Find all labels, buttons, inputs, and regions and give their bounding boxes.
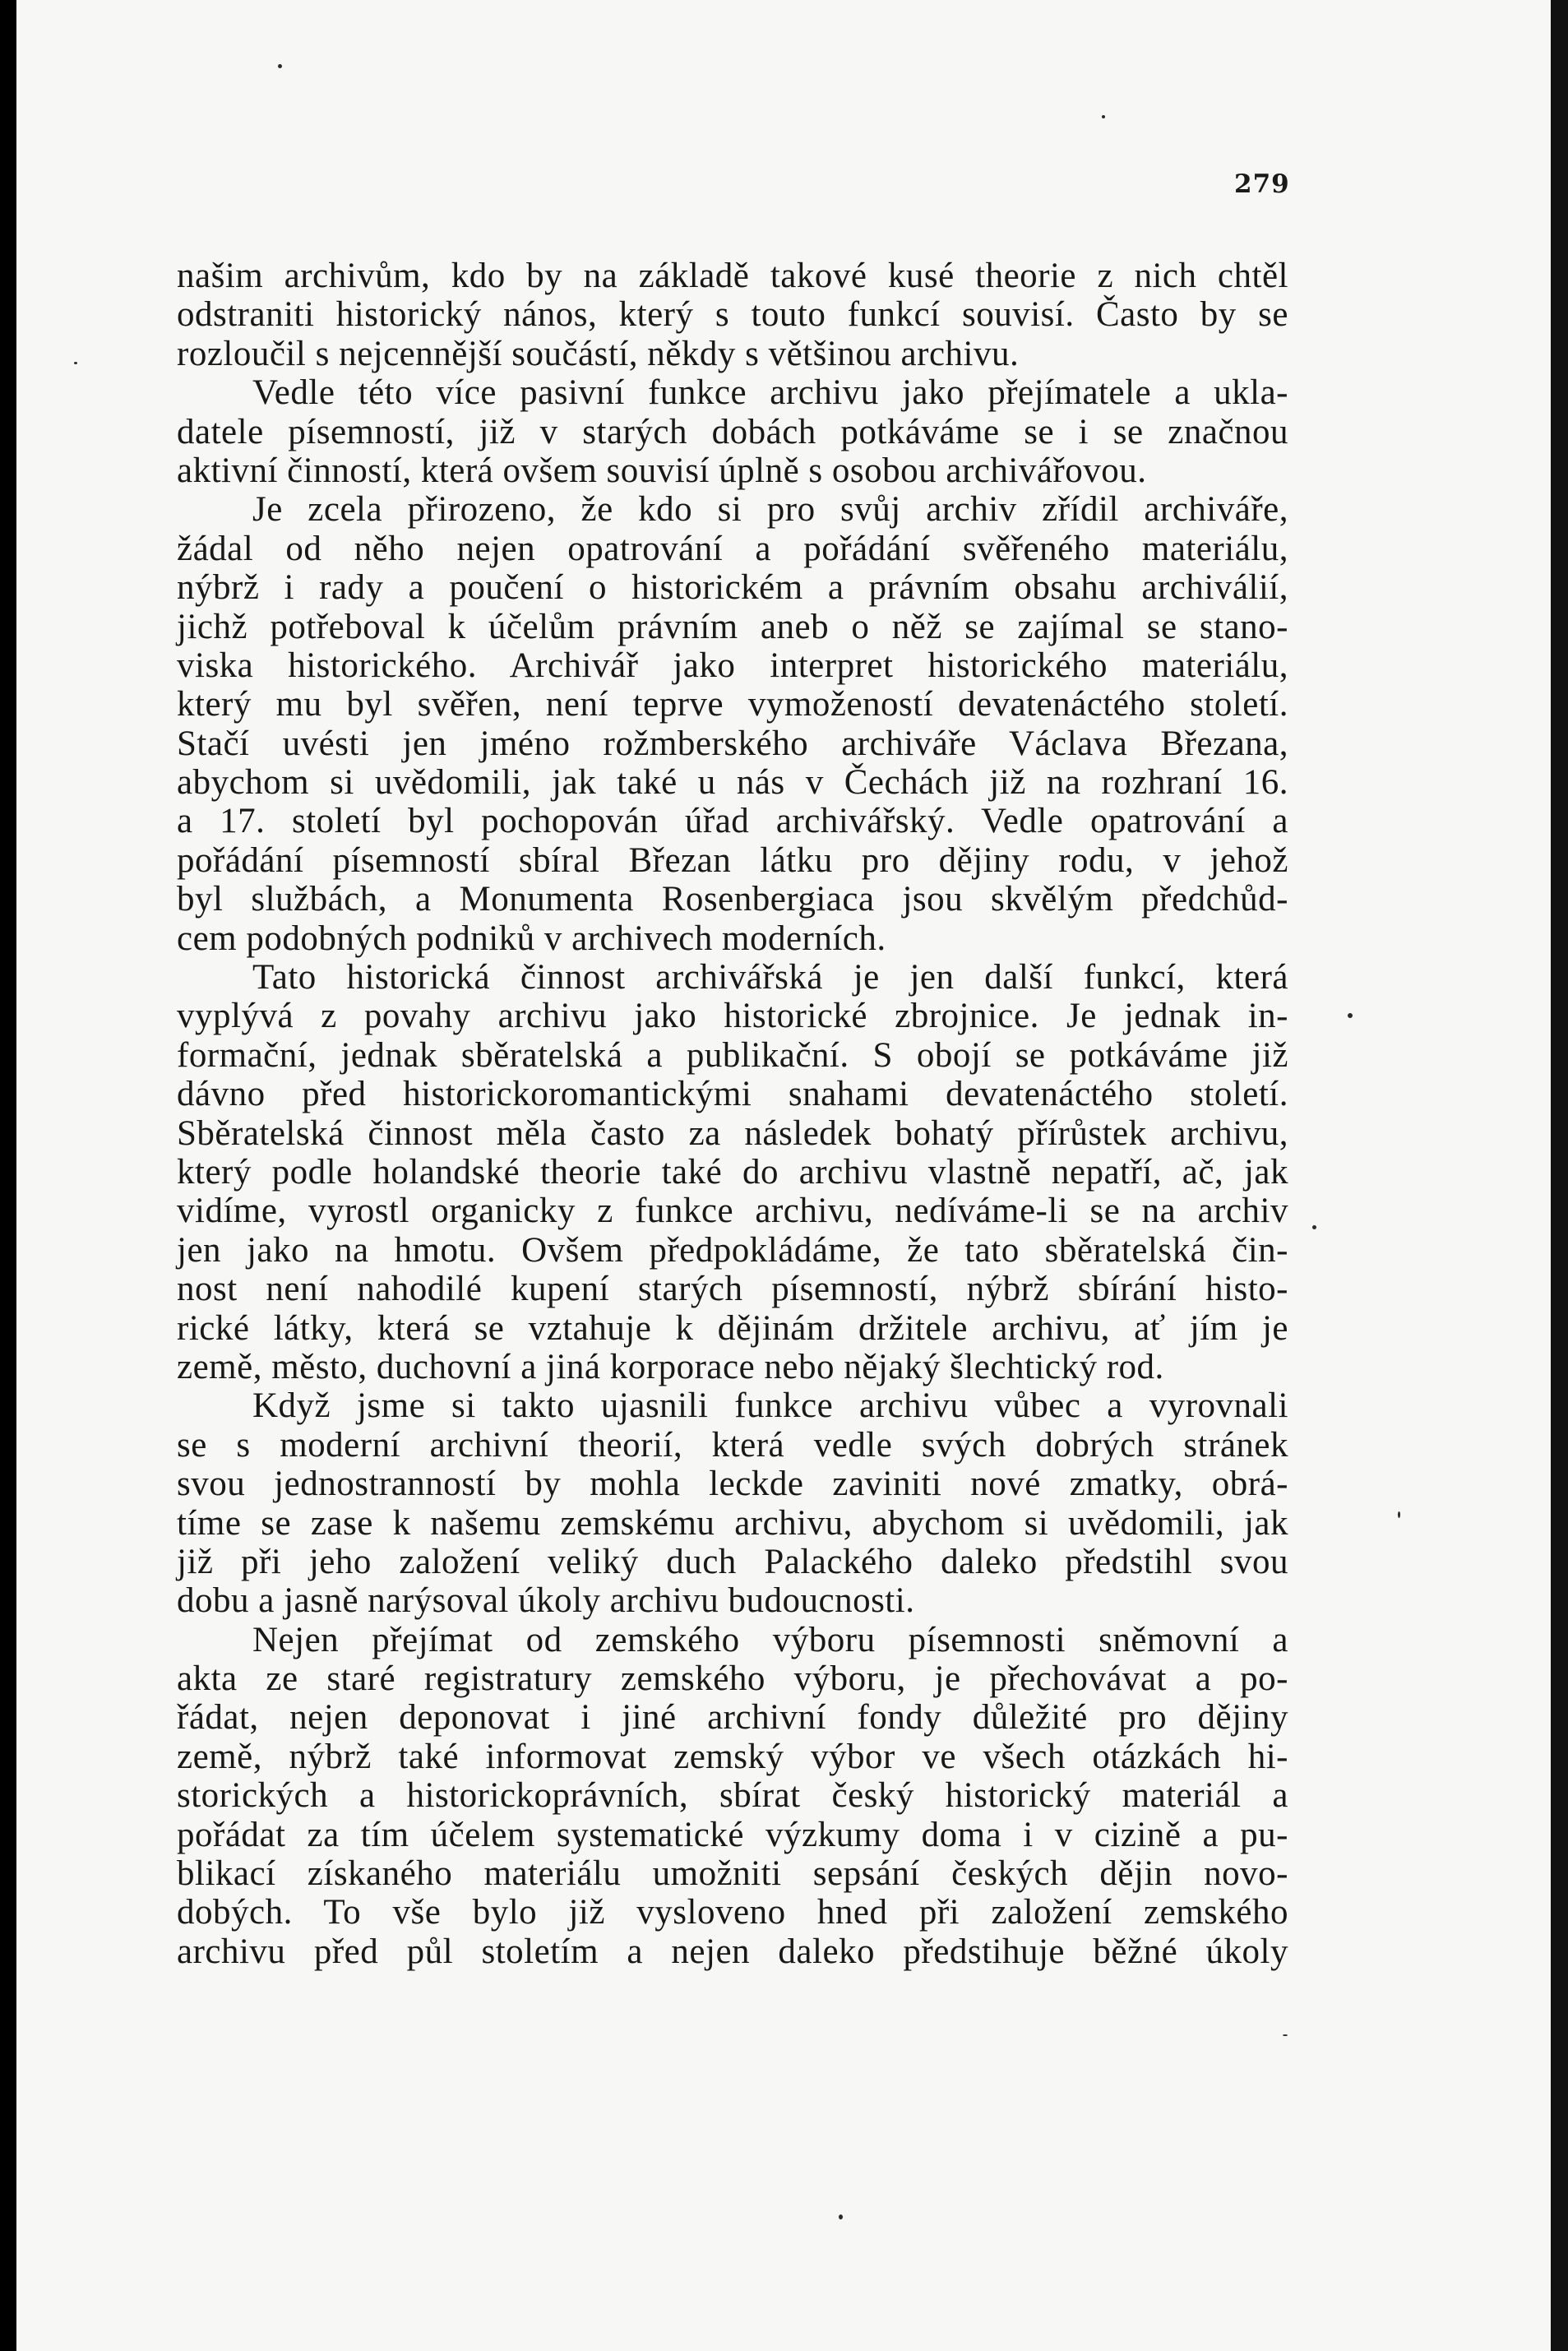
text-line: rozloučil s nejcennější součástí, někdy s většinou archivu. [177, 334, 1020, 373]
text-line: viska historického. Archivář jako interpret historického materiálu, [177, 646, 1288, 685]
text-line: svou jednostranností by mohla leckde zaviniti nové zmatky, obrá- [177, 1465, 1288, 1504]
text-line: Je zcela přirozeno, že kdo si pro svůj archiv zřídil archiváře, [252, 490, 1288, 530]
dust-speck [74, 362, 77, 364]
dust-speck [278, 64, 282, 68]
text-line: akta ze staré registratury zemského výboru, je přechovávat a po- [177, 1659, 1288, 1699]
dust-speck [1283, 2034, 1288, 2036]
text-line: vyplývá z povahy archivu jako historické zbrojnice. Je jednak in- [177, 997, 1288, 1036]
text-line: země, město, duchovní a jiná korporace nebo nějaký šlechtický rod. [177, 1347, 1164, 1386]
text-line: země, nýbrž také informovat zemský výbor ve všech otázkách hi- [177, 1737, 1288, 1776]
scan-edge [1551, 0, 1568, 2351]
page-number: 279 [1234, 169, 1290, 199]
text-line: Tato historická činnost archivářská je jen další funkcí, která [252, 958, 1288, 997]
text-line: storických a historickoprávních, sbírat český historický materiál a [177, 1776, 1288, 1816]
paper-sheet [16, 0, 1551, 2351]
text-line: dobu a jasně narýsoval úkoly archivu budoucnosti. [177, 1581, 915, 1621]
text-line: jen jako na hmotu. Ovšem předpokládáme, že tato sběratelská čin- [177, 1230, 1288, 1270]
text-line: byl službách, a Monumenta Rosenbergiaca jsou skvělým předchůd- [177, 880, 1288, 919]
text-line: aktivní činností, která ovšem souvisí úplně s osobou archivářovou. [177, 451, 1147, 490]
text-line: nost není nahodilé kupení starých písemností, nýbrž sbírání histo- [177, 1270, 1288, 1309]
text-line: datele písemností, již v starých dobách potkáváme se i se značnou [177, 412, 1288, 451]
text-line: nýbrž i rady a poučení o historickém a právním obsahu archiválií, [177, 568, 1288, 608]
text-line: archivu před půl stoletím a nejen daleko předstihuje běžné úkoly [177, 1932, 1288, 1971]
text-line: dávno před historickoromantickými snahami devatenáctého století. [177, 1075, 1288, 1114]
text-line: řádat, nejen deponovat i jiné archivní fondy důležité pro dějiny [177, 1698, 1288, 1738]
text-line: vidíme, vyrostl organicky z funkce archivu, nedíváme-li se na archiv [177, 1192, 1288, 1231]
text-line: Když jsme si takto ujasnili funkce archivu vůbec a vyrovnali [252, 1386, 1288, 1426]
text-line: formační, jednak sběratelská a publikační. S obojí se potkáváme již [177, 1035, 1288, 1075]
text-line: cem podobných podniků v archivech moderních. [177, 919, 886, 958]
text-line: který podle holandské theorie také do archivu vlastně nepatří, ač, jak [177, 1152, 1288, 1192]
text-line: Sběratelská činnost měla často za následek bohatý přírůstek archivu, [177, 1113, 1288, 1153]
text-line: Stačí uvésti jen jméno rožmberského archiváře Václava Březana, [177, 724, 1288, 763]
text-line: a 17. století byl pochopován úřad archivářský. Vedle opatrování a [177, 802, 1288, 841]
text-line: odstraniti historický nános, který s touto funkcí souvisí. Často by se [177, 295, 1288, 335]
text-line: rické látky, která se vztahuje k dějinám držitele archivu, ať jím je [177, 1308, 1288, 1348]
text-line: pořádání písemností sbíral Březan látku pro dějiny rodu, v jehož [177, 840, 1288, 880]
text-line: tíme se zase k našemu zemskému archivu, abychom si uvědomili, jak [177, 1503, 1288, 1543]
dust-speck [1102, 115, 1105, 118]
dust-speck [1312, 1225, 1316, 1229]
text-line: dobých. To vše bylo již vysloveno hned při založení zemského [177, 1893, 1288, 1932]
dust-speck [1398, 1511, 1400, 1518]
text-line: se s moderní archivní theorií, která vedle svých dobrých stránek [177, 1425, 1288, 1465]
text-line: Vedle této více pasivní funkce archivu jako přejímatele a ukla- [252, 373, 1288, 413]
text-line: jichž potřeboval k účelům právním aneb o něž se zajímal se stano- [177, 607, 1288, 646]
dust-speck [839, 2214, 843, 2219]
text-line: abychom si uvědomili, jak také u nás v Čechách již na rozhraní 16. [177, 763, 1288, 803]
text-line: který mu byl svěřen, není teprve vymožeností devatenáctého století. [177, 685, 1288, 724]
text-line: žádal od něho nejen opatrování a pořádání svěřeného materiálu, [177, 529, 1288, 568]
text-line: Nejen přejímat od zemského výboru písemnosti sněmovní a [252, 1620, 1288, 1659]
body-text [177, 257, 1288, 1971]
dust-speck [1348, 1013, 1353, 1018]
text-line: pořádat za tím účelem systematické výzkumy doma i v cizině a pu- [177, 1815, 1288, 1854]
text-line: našim archivům, kdo by na základě takové kusé theorie z nich chtěl [177, 257, 1288, 295]
text-line: blikací získaného materiálu umožniti sepsání českých dějin novo- [177, 1854, 1288, 1894]
text-line: již při jeho založení veliký duch Palackého daleko předstihl svou [177, 1542, 1288, 1581]
